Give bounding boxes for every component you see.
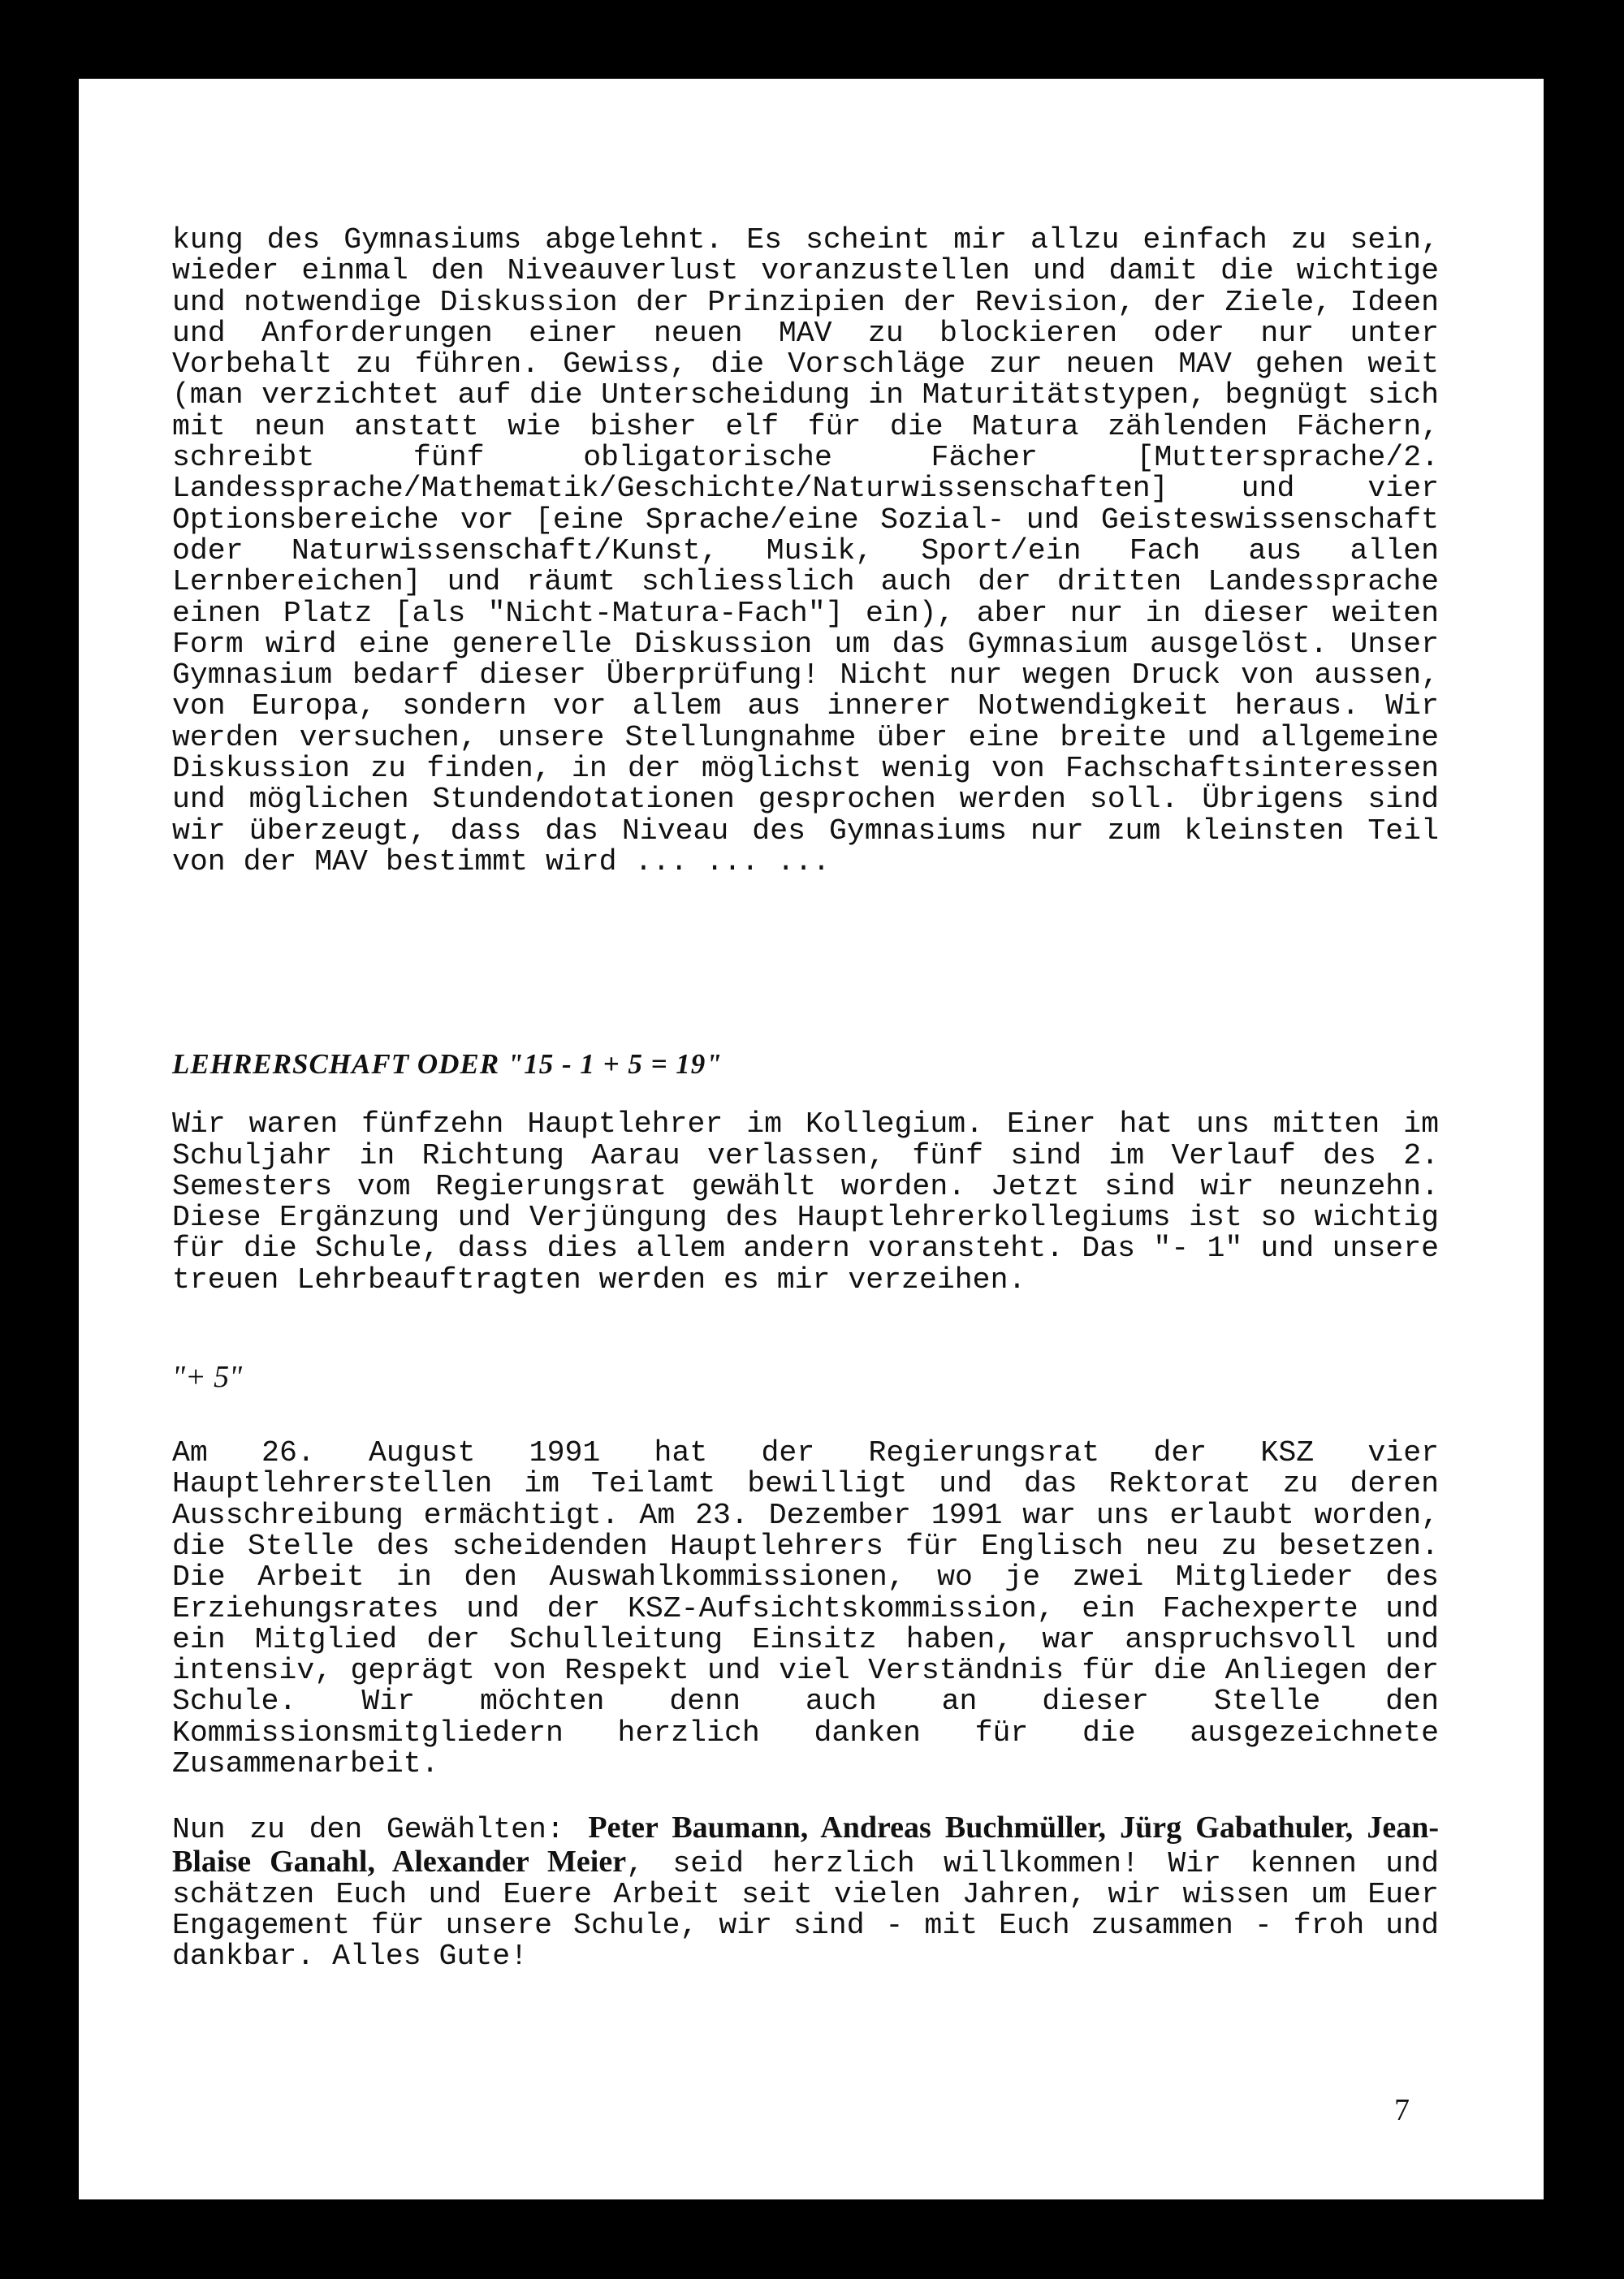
section-heading-lehrerschaft: LEHRERSCHAFT ODER "15 - 1 + 5 = 19" — [172, 1048, 723, 1081]
paragraph-gewaehlte-outro: , seid herzlich willkommen! Wir kennen und schätzen Euch und Euere Arbeit seit vielen Jahren, wir wissen um Euer Engagement für unsere Schule, wir sind - mit Euch zusammen - froh und dankbar. Alles Gute! — [172, 1846, 1440, 1974]
section-heading-plus-five: "+ 5" — [172, 1360, 243, 1395]
paragraph-lehrerschaft: Wir waren fünfzehn Hauptlehrer im Kollegium. Einer hat uns mitten im Schuljahr in Richtung Aarau verlassen, fünf sind im Verlauf des 2. Semesters vom Regierungsrat gewählt worden. Jetzt sind wir neunzehn. Diese Ergänzung und Verjüngung des Hauptlehrerkollegiums ist so wichtig für die Schule, dass dies allem andern voransteht. Das "- 1" und unsere treuen Lehrbeauftragten werden es mir verzeihen. — [172, 1107, 1439, 1297]
document-page — [79, 79, 1544, 2199]
elected-teacher-names: Peter Baumann, Andreas Buchmüller, Jürg Gabathuler, Jean-Blaise Ganahl, Alexander Meier — [172, 1811, 1439, 1879]
paragraph-gewaehlte — [172, 1812, 1439, 1972]
paragraph-mav-revision: kung des Gymnasiums abgelehnt. Es scheint mir allzu einfach zu sein, wieder einmal den Niveauverlust voranzustellen und damit die wichtige und notwendige Diskussion der Prinzipien der Revision, der Ziele, Ideen und Anforderungen einer neuen MAV zu blockieren oder nur unter Vorbehalt zu führen. Gewiss, die Vorschläge zur neuen MAV gehen weit (man verzichtet auf die Unterscheidung in Maturitätstypen, begnügt sich mit neun anstatt wie bisher elf für die Matura zählenden Fächern, schreibt fünf obligatorische Fächer [Muttersprache/2. Landessprache/Mathematik/Geschichte/Naturwissenschaften] und vier Optionsbereiche vor [eine Sprache/eine Sozial- und Geisteswissenschaft oder Naturwissenschaft/Kunst, Musik, Sport/ein Fach aus allen Lernbereichen] und räumt schliesslich auch der dritten Landessprache einen Platz [als "Nicht-Matura-Fach"] ein), aber nur in dieser weiten Form wird eine generelle Diskussion um das Gymnasium ausgelöst. Unser Gymnasium bedarf dieser Überprüfung! Nicht nur wegen Druck von aussen, von Europa, sondern vor allem aus innerer Notwendigkeit heraus. Wir werden versuchen, unsere Stellungnahme über eine breite und allgemeine Diskussion zu finden, in der möglichst wenig von Fachschaftsinteressen und möglichen Stundendotationen gesprochen werden soll. Übrigens sind wir überzeugt, dass das Niveau des Gymnasiums nur zum kleinsten Teil von der MAV bestimmt wird ... ... ... — [172, 223, 1439, 878]
paragraph-gewaehlte-intro: Nun zu den Gewählten: — [172, 1813, 589, 1847]
paragraph-wahlen: Am 26. August 1991 hat der Regierungsrat der KSZ vier Hauptlehrerstellen im Teilamt bewilligt und das Rektorat zu deren Ausschreibung ermächtigt. Am 23. Dezember 1991 war uns erlaubt worden, die Stelle des scheidenden Hauptlehrers für Englisch neu zu besetzen. Die Arbeit in den Auswahlkommissionen, wo je zwei Mitglieder des Erziehungsrates und der KSZ-Aufsichtskommission, ein Fachexperte und ein Mitglied der Schulleitung Einsitz haben, war anspruchsvoll und intensiv, geprägt von Respekt und viel Verständnis für die Anliegen der Schule. Wir möchten denn auch an dieser Stelle den Kommissionsmitgliedern herzlich danken für die ausgezeichnete Zusammenarbeit. — [172, 1436, 1439, 1780]
page-content — [172, 225, 1439, 1973]
page-number: 7 — [1394, 2093, 1410, 2127]
